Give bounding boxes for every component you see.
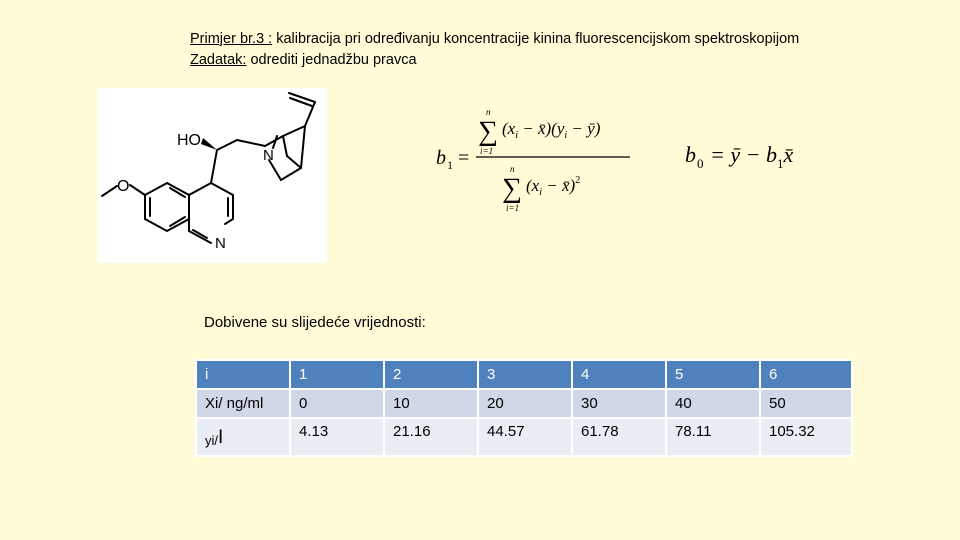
table-cell: 0 bbox=[290, 389, 384, 418]
task-text: odrediti jednadžbu pravca bbox=[246, 52, 417, 68]
quinine-structure-image bbox=[97, 88, 327, 263]
table-header-cell: 4 bbox=[572, 360, 666, 389]
b1-subscript: 1 bbox=[447, 158, 453, 172]
row-x-label: Xi/ ng/ml bbox=[196, 389, 290, 418]
ring-n-label: N bbox=[215, 235, 226, 252]
b0-symbol: b bbox=[685, 142, 696, 167]
table-cell: 4.13 bbox=[290, 418, 384, 456]
table-cell: 10 bbox=[384, 389, 478, 418]
intercept-expression: = ȳ − $b_1x̄$ bbox=[710, 142, 794, 171]
table-header-cell: i bbox=[196, 360, 290, 389]
table-cell: 50 bbox=[760, 389, 852, 418]
intercept-formula bbox=[680, 136, 820, 176]
problem-text: kalibracija pri određivanju koncentracije kinina fluorescencijskom spektroskopijom bbox=[272, 31, 800, 47]
problem-label: Primjer br.3 : bbox=[190, 31, 273, 47]
title-block bbox=[190, 29, 799, 71]
task-label: Zadatak: bbox=[190, 52, 247, 68]
row-y-label-main: yi/ bbox=[205, 433, 218, 448]
calibration-table bbox=[195, 359, 853, 457]
table-cell: 21.16 bbox=[384, 418, 478, 456]
ho-label: HO bbox=[177, 132, 201, 149]
slope-formula-drawing bbox=[430, 100, 650, 220]
table-cell: 40 bbox=[666, 389, 760, 418]
table-header-cell: 5 bbox=[666, 360, 760, 389]
row-y-label bbox=[196, 418, 290, 456]
b1-symbol: b bbox=[436, 147, 446, 169]
den-sum-lower: i=1 bbox=[506, 203, 520, 213]
table-cell: 44.57 bbox=[478, 418, 572, 456]
table-header-cell: 6 bbox=[760, 360, 852, 389]
row-y-label-unit: I bbox=[218, 427, 224, 448]
table-header-cell: 1 bbox=[290, 360, 384, 389]
quinine-structure-drawing bbox=[97, 88, 327, 263]
table-cell: 78.11 bbox=[666, 418, 760, 456]
table-cell: 20 bbox=[478, 389, 572, 418]
table-cell: 61.78 bbox=[572, 418, 666, 456]
table-header-cell: 3 bbox=[478, 360, 572, 389]
num-sigma: ∑ bbox=[478, 116, 498, 147]
bridge-n-label: N bbox=[263, 147, 274, 164]
den-sigma: ∑ bbox=[502, 173, 522, 204]
equals-sign: = bbox=[458, 147, 470, 169]
problem-line bbox=[190, 29, 799, 50]
denominator-expression: ($x_i$ − x̄)$^2$ bbox=[526, 175, 581, 198]
slope-formula bbox=[430, 100, 650, 220]
b0-subscript: 0 bbox=[697, 156, 704, 171]
table-row-x bbox=[196, 389, 852, 418]
den-sum-upper: n bbox=[510, 164, 515, 174]
num-sum-lower: i=1 bbox=[480, 146, 494, 156]
table-header-row bbox=[196, 360, 852, 389]
results-heading: Dobivene su slijedeće vrijednosti: bbox=[204, 314, 426, 331]
intercept-formula-drawing bbox=[680, 136, 820, 176]
numerator-expression: ($x_i$ − $x̄)(y_i$ − ȳ) bbox=[502, 119, 601, 141]
table-cell: 30 bbox=[572, 389, 666, 418]
oxygen-label: O bbox=[117, 178, 130, 195]
table-header-cell: 2 bbox=[384, 360, 478, 389]
task-line bbox=[190, 50, 799, 71]
table-cell: 105.32 bbox=[760, 418, 852, 456]
table-row-y bbox=[196, 418, 852, 456]
num-sum-upper: n bbox=[486, 107, 491, 117]
